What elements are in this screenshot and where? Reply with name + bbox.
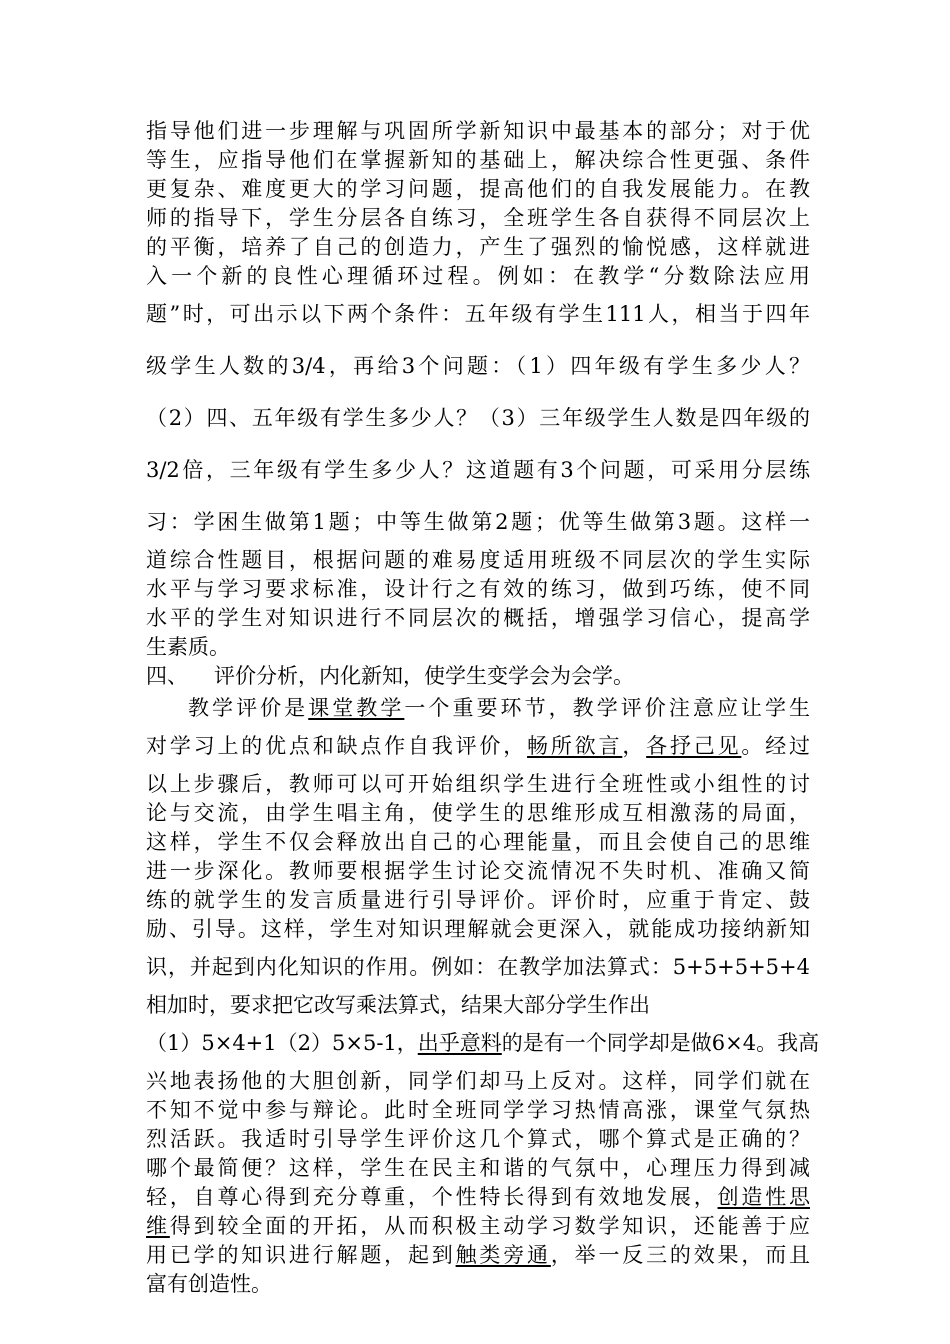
paragraph-line: 兴地表扬他的大胆创新，同学们却马上反对。这样，同学们就在: [146, 1069, 810, 1093]
paragraph-line: 题”时，可出示以下两个条件：五年级有学生111人，相当于四年: [146, 302, 810, 326]
link-classroom-teaching[interactable]: 课堂教学: [308, 696, 405, 720]
link-ge-shu-ji-jian[interactable]: 各抒己见: [646, 734, 742, 758]
paragraph-line: 哪个最简便？这样，学生在民主和谐的气氛中，心理压力得到减: [146, 1156, 810, 1180]
section-number: 四、: [146, 664, 188, 688]
paragraph-line: 更复杂、难度更大的学习问题，提高他们的自我发展能力。在教: [146, 177, 810, 201]
paragraph-line: 不知不觉中参与辩论。此时全班同学学习热情高涨，课堂气氛热: [146, 1098, 810, 1122]
paragraph-line: [146, 694, 810, 732]
link-creative-thinking[interactable]: 创造性思: [717, 1185, 811, 1209]
paragraph-line: 等生，应指导他们在掌握新知的基础上，解决综合性更强、条件: [146, 148, 810, 172]
paragraph-line: （2）四、五年级有学生多少人？（3）三年级学生人数是四年级的: [146, 406, 810, 430]
paragraph-line: 论与交流，由学生唱主角，使学生的思维形成互相激荡的局面，: [146, 801, 810, 825]
paragraph-line: 进一步深化。教师要根据学生讨论交流情况不失时机、准确又简: [146, 859, 810, 883]
paragraph-line: 级学生人数的3/4，再给3个问题：（1）四年级有学生多少人？: [146, 354, 810, 378]
text-run: ，举一反三的效果，而且: [550, 1243, 811, 1267]
paragraph-line: 富有创造性。: [146, 1272, 272, 1296]
document-body: [146, 117, 820, 1299]
text-run: （1）5×4+1（2）5×5-1，: [146, 1031, 418, 1055]
paragraph-line: 习：学困生做第1题；中等生做第2题；优等生做第3题。这样一: [146, 510, 810, 534]
paragraph-line: 以上步骤后，教师可以可开始组织学生进行全班性或小组性的讨: [146, 772, 810, 796]
text-run: 教学评价是: [188, 696, 309, 720]
paragraph-line: 道综合性题目，根据问题的难易度适用班级不同层次的学生实际: [146, 548, 810, 572]
text-run: 一个重要环节，教学评价注意应让学生: [404, 696, 811, 720]
paragraph-line: [146, 1029, 820, 1067]
paragraph-line: 相加时，要求把它改写乘法算式，结果大部分学生作出: [146, 993, 650, 1017]
paragraph-line: 水平的学生对知识进行不同层次的概括，增强学习信心，提高学: [146, 606, 810, 630]
section-heading: [146, 662, 810, 694]
section-title: 评价分析，内化新知，使学生变学会为会学。: [214, 664, 634, 688]
paragraph-line: [146, 1212, 810, 1241]
paragraph-line: 水平与学习要求标准，设计行之有效的练习，做到巧练，使不同: [146, 577, 810, 601]
paragraph-line: 识，并起到内化知识的作用。例如：在教学加法算式：5+5+5+5+4: [146, 955, 810, 979]
paragraph-line: 3/2倍，三年级有学生多少人？这道题有3个问题，可采用分层练: [146, 458, 810, 482]
paragraph-line: 指导他们进一步理解与巩固所学新知识中最基本的部分；对于优: [146, 119, 810, 143]
paragraph-line: 练的就学生的发言质量进行引导评价。评价时，应重于肯定、鼓: [146, 888, 810, 912]
link-chu-hu-yi-liao[interactable]: 出乎意料: [417, 1031, 502, 1055]
link-chu-lei-pang-tong[interactable]: 触类旁通: [455, 1243, 551, 1267]
paragraph-line: 烈活跃。我适时引导学生评价这几个算式，哪个算式是正确的？: [146, 1127, 810, 1151]
text-run: 得到较全面的开拓，从而积极主动学习数学知识，还能善于应: [169, 1214, 811, 1238]
paragraph-line: [146, 1241, 810, 1270]
paragraph-line: 入一个新的良性心理循环过程。例如：在教学“分数除法应用: [146, 264, 810, 288]
paragraph-line: [146, 732, 810, 770]
paragraph-line: 这样，学生不仅会释放出自己的心理能量，而且会使自己的思维: [146, 830, 810, 854]
paragraph-line: 生素质。: [146, 635, 230, 659]
paragraph-line: [146, 1183, 810, 1212]
text-run: 用已学的知识进行解题，起到: [146, 1243, 456, 1267]
text-run: 的是有一个同学却是做6×4。我高: [501, 1031, 820, 1055]
paragraph-line: 励、引导。这样，学生对知识理解就会更深入，就能成功接纳新知: [146, 917, 810, 941]
text-run: 对学习上的优点和缺点作自我评价，: [146, 734, 528, 758]
link-creative-thinking-cont[interactable]: 维: [146, 1214, 170, 1238]
link-chang-suo-yu-yan[interactable]: 畅所欲言: [527, 734, 623, 758]
text-run: 轻，自尊心得到充分尊重，个性特长得到有效地发展，: [146, 1185, 718, 1209]
paragraph-line: 的平衡，培养了自己的创造力，产生了强烈的愉悦感，这样就进: [146, 235, 810, 259]
text-run: 。经过: [741, 734, 811, 758]
paragraph-line: 师的指导下，学生分层各自练习，全班学生各自获得不同层次上: [146, 206, 810, 230]
text-run: ，: [622, 734, 647, 758]
